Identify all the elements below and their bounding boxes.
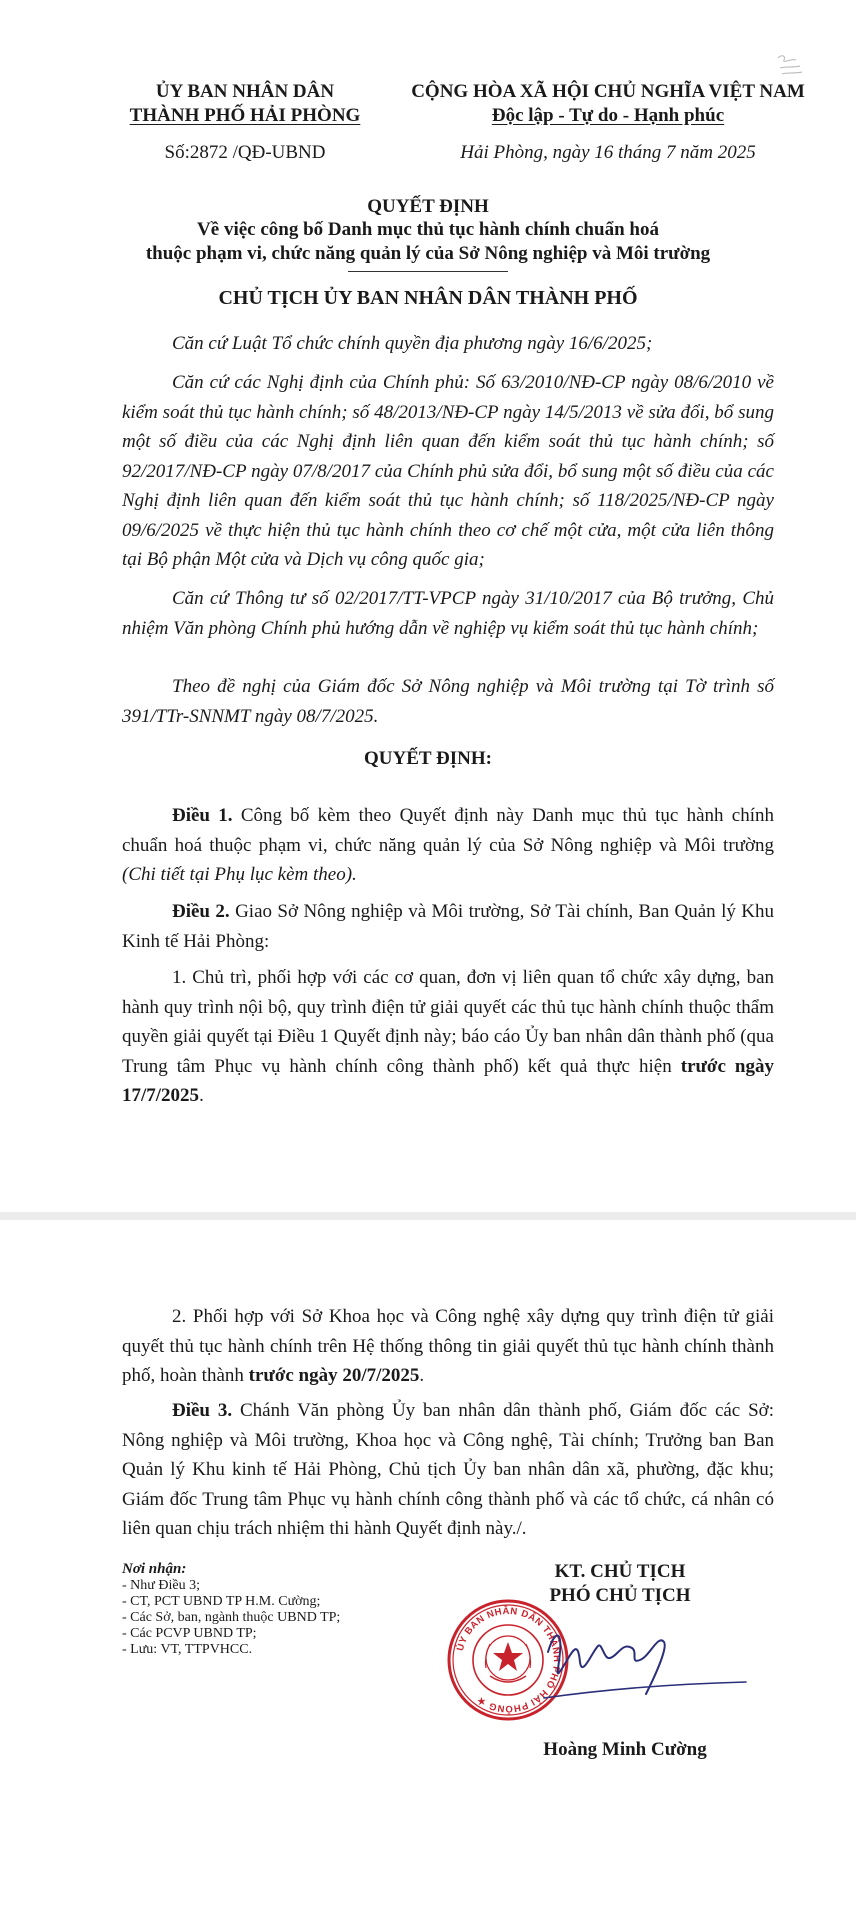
recipient-item: - Các Sở, ban, ngành thuộc UBND TP; <box>122 1610 341 1625</box>
handwritten-signature <box>540 1612 750 1702</box>
article-2-text: Giao Sở Nông nghiệp và Môi trường, Sở Tài chính, Ban Quản lý Khu Kinh tế Hải Phòng: <box>122 901 775 952</box>
article-2-item-2-text: 2. Phối hợp với Sở Khoa học và Công nghệ xây dựng quy trình điện tử giải quyết thủ tục hành chính trên Hệ thống thông tin giải quyết thủ tục hành chính thành phố, hoàn thành <box>122 1306 774 1386</box>
national-motto: Độc lập - Tự do - Hạnh phúc <box>491 105 725 126</box>
national-header <box>398 80 818 128</box>
handwritten-initials <box>772 50 806 80</box>
svg-text:ỦY BAN NHÂN DÂN THÀNH PHỐ HẢI: ỦY BAN NHÂN DÂN THÀNH PHỐ HẢI PHÒNG ★ <box>454 1605 563 1715</box>
article-2-item-1-end: . <box>199 1085 204 1106</box>
title-divider <box>348 271 508 272</box>
article-1-text: Công bố kèm theo Quyết định này Danh mục thủ tục hành chính chuẩn hoá thuộc phạm vi, chức năng quản lý của Sở Nông nghiệp và Môi trường <box>122 805 775 856</box>
issue-date: Hải Phòng, ngày 16 tháng 7 năm 2025 <box>460 142 756 163</box>
signatory-title-line-2: PHÓ CHỦ TỊCH <box>549 1585 691 1606</box>
article-3 <box>122 1396 774 1544</box>
article-2-item-1-deadline: trước ngày 17/7/2025 <box>122 1055 774 1106</box>
recipients-list <box>122 1561 452 1658</box>
recipients-heading: Nơi nhận: <box>122 1561 187 1577</box>
article-2-item-2-deadline: trước ngày 20/7/2025 <box>248 1365 420 1386</box>
org-line-2: THÀNH PHỐ HẢI PHÒNG <box>129 105 361 126</box>
article-2-item-2 <box>122 1302 774 1391</box>
recipient-item: - Như Điều 3; <box>122 1578 200 1593</box>
org-line-1: ỦY BAN NHÂN DÂN <box>155 81 335 102</box>
issuing-authority-title: CHỦ TỊCH ỦY BAN NHÂN DÂN THÀNH PHỐ <box>218 287 638 309</box>
article-2-label: Điều 2. <box>172 901 230 922</box>
article-3-label: Điều 3. <box>172 1400 233 1421</box>
recipient-item: - Lưu: VT, TTPVHCC. <box>122 1642 253 1657</box>
basis-paragraph-1: Căn cứ Luật Tổ chức chính quyền địa phương ngày 16/6/2025; <box>172 333 653 354</box>
issuing-authority <box>110 80 380 128</box>
nation-line-1: CỘNG HÒA XÃ HỘI CHỦ NGHĨA VIỆT NAM <box>411 81 805 102</box>
basis-paragraph-2: Căn cứ các Nghị định của Chính phủ: Số 63/2010/NĐ-CP ngày 08/6/2010 về kiểm soát thủ tục hành chính; số 48/2013/NĐ-CP ngày 14/5/2013 về sửa đổi, bổ sung một số điều của các Nghị định liên quan đến kiểm soát thủ tục hành chính; số 92/2017/NĐ-CP ngày 07/8/2017 của Chính phủ sửa đổi, bổ sung một số điều của các Nghị định liên quan đến kiểm soát thủ tục hành chính; số 118/2025/NĐ-CP ngày 09/6/2025 về thực hiện thủ tục hành chính theo cơ chế một cửa, một cửa liên thông tại Bộ phận Một cửa và Dịch vụ công quốc gia; <box>122 372 774 570</box>
article-2-item-1 <box>122 963 774 1111</box>
article-1-note: (Chi tiết tại Phụ lục kèm theo). <box>122 864 357 885</box>
recipient-item: - CT, PCT UBND TP H.M. Cường; <box>122 1594 321 1609</box>
basis-paragraph-4: Theo đề nghị của Giám đốc Sở Nông nghiệp và Môi trường tại Tờ trình số 391/TTr-SNNMT ngày 08/7/2025. <box>122 676 774 727</box>
document-subject-line-1: Về việc công bố Danh mục thủ tục hành chính chuẩn hoá <box>197 219 659 240</box>
signatory-name: Hoàng Minh Cường <box>543 1739 707 1760</box>
page-separator <box>0 1212 856 1220</box>
signatory-title-line-1: KT. CHỦ TỊCH <box>554 1561 686 1582</box>
article-2 <box>122 897 774 956</box>
article-2-item-2-end: . <box>419 1365 425 1386</box>
document-number: Số:2872 /QĐ-UBND <box>164 142 326 163</box>
article-1-label: Điều 1. <box>172 805 233 826</box>
article-3-text: Chánh Văn phòng Ủy ban nhân dân thành phố, Giám đốc các Sở: Nông nghiệp và Môi trường, Khoa học và Công nghệ, Tài chính; Trưởng ban Ban Quản lý Khu kinh tế Hải Phòng, Chủ tịch Ủy ban nhân dân xã, phường, đặc khu; Giám đốc Trung tâm Phục vụ hành chính công thành phố và các tổ chức, cá nhân có liên quan chịu trách nhiệm thi hành Quyết định này./. <box>122 1400 774 1539</box>
recipient-item: - Các PCVP UBND TP; <box>122 1626 257 1641</box>
basis-paragraph-3: Căn cứ Thông tư số 02/2017/TT-VPCP ngày 31/10/2017 của Bộ trưởng, Chủ nhiệm Văn phòng Chính phủ hướng dẫn về nghiệp vụ kiểm soát thủ tục hành chính; <box>122 588 774 639</box>
article-2-item-1-text: 1. Chủ trì, phối hợp với các cơ quan, đơn vị liên quan tổ chức xây dựng, ban hành quy trình nội bộ, quy trình điện tử giải quyết các thủ tục hành chính thuộc thẩm quyền giải quyết tại Điều 1 Quyết định này; báo cáo Ủy ban nhân dân thành phố (qua Trung tâm Phục vụ hành chính công thành phố) kết quả thực hiện <box>122 967 774 1077</box>
article-1 <box>122 801 774 890</box>
decision-heading: QUYẾT ĐỊNH: <box>364 748 492 769</box>
document-subject-line-2: thuộc phạm vi, chức năng quản lý của Sở Nông nghiệp và Môi trường <box>145 243 711 264</box>
document-type: QUYẾT ĐỊNH <box>367 196 489 217</box>
